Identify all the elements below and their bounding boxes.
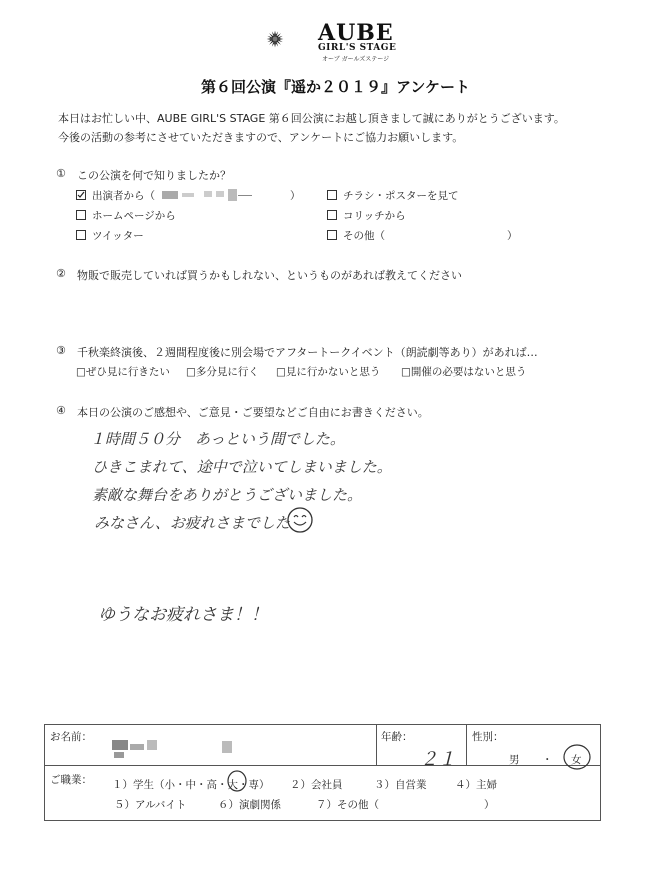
age-label: 年齢： <box>381 731 413 743</box>
q1-option-performer-label: 出演者から（ <box>92 190 155 202</box>
sun-logo-icon <box>266 14 318 64</box>
page-title: 第６回公演『遥か２０１９』アンケート <box>200 78 471 96</box>
job-label: ご職業： <box>50 774 92 786</box>
q2-text: 物販で販売していれば買うかもしれない、というものがあれば教えてください <box>77 269 462 282</box>
redacted-name <box>222 741 232 753</box>
q1-option-performer[interactable] <box>76 188 155 203</box>
q1-option-performer-close: ） <box>290 190 301 202</box>
job-student-university: 大 <box>227 779 238 791</box>
gender-separator: ・ <box>542 754 553 766</box>
logo-kana: オーブ ガールズステージ <box>322 56 390 63</box>
q1-option-other[interactable] <box>327 228 385 243</box>
checkbox-icon[interactable] <box>327 210 337 220</box>
handwriting-line-4: みなさん、お疲れさまでした <box>94 514 290 532</box>
redacted-name <box>216 191 224 197</box>
q1-option-other-close: ） <box>507 230 518 242</box>
redacted-name <box>147 740 157 750</box>
intro-line-2: 今後の活動の参考にさせていただきますので、アンケートにご協力お願いします。 <box>58 131 464 144</box>
checkbox-icon[interactable] <box>327 230 337 240</box>
q4-text: 本日の公演のご感想や、ご意見・ご要望などご自由にお書きください。 <box>77 406 429 419</box>
checked-box-icon[interactable] <box>76 190 86 200</box>
q1-option-homepage-label: ホームページから <box>92 210 176 222</box>
redacted-name <box>162 191 178 199</box>
q1-option-flyer-label: チラシ・ポスターを見て <box>343 190 459 202</box>
q2-number: ② <box>56 267 66 280</box>
checkbox-icon[interactable] <box>76 210 86 220</box>
redacted-name <box>112 740 128 750</box>
gender-female-selected: 女 <box>571 754 582 766</box>
q1-option-homepage[interactable] <box>76 208 176 223</box>
job-office-worker: ２）会社員 <box>290 779 343 791</box>
q1-option-corich[interactable] <box>327 208 406 223</box>
logo-name: AUBE <box>318 20 394 46</box>
job-homemaker: ４）主婦 <box>455 779 497 791</box>
table-divider <box>466 724 467 766</box>
gender-label: 性別： <box>472 731 504 743</box>
job-theater: ６）演劇関係 <box>218 799 281 811</box>
handwriting-line-5: ゆうなお疲れさま！！ <box>98 605 268 625</box>
table-divider <box>376 724 377 766</box>
redacted-name <box>228 189 237 201</box>
handwriting-line-1: １時間５０分 あっという間でした。 <box>90 430 345 448</box>
q3-option-not-going[interactable]: □見に行かないと思う <box>276 366 381 378</box>
q3-option-definitely[interactable]: □ぜひ見に行きたい <box>76 366 170 378</box>
redacted-name <box>182 193 194 197</box>
checkbox-icon[interactable] <box>327 190 337 200</box>
handwriting-line-2: ひきこまれて、途中で泣いてしまいました。 <box>92 458 392 476</box>
q1-number: ① <box>56 167 66 180</box>
q1-option-twitter[interactable] <box>76 228 144 243</box>
gender-male: 男 <box>509 754 520 766</box>
redacted-line <box>238 195 252 196</box>
q1-option-twitter-label: ツイッター <box>92 230 144 242</box>
handwriting-line-3: 素敵な舞台をありがとうございました。 <box>92 486 363 504</box>
redacted-name <box>114 752 124 758</box>
selection-circle-icon <box>561 742 593 772</box>
q3-number: ③ <box>56 344 66 357</box>
selection-circle-icon <box>226 768 248 792</box>
q3-option-not-needed[interactable]: □開催の必要はないと思う <box>401 366 527 378</box>
job-other-close: ） <box>484 799 495 811</box>
q3-text: 千秋楽終演後、２週間程度後に別会場でアフタートークイベント（朗読劇等あり）があれば… <box>77 346 538 359</box>
smiley-face-icon <box>286 506 314 534</box>
q1-option-corich-label: コリッチから <box>343 210 406 222</box>
job-student-prefix: １）学生（小・中・高・ <box>112 779 228 791</box>
age-value: ２１ <box>420 749 456 770</box>
redacted-name <box>130 744 144 750</box>
q1-option-other-label: その他（ <box>343 230 385 242</box>
job-other: ７）その他（ <box>316 799 379 811</box>
redacted-name <box>204 191 212 197</box>
q1-text: この公演を何で知りましたか？ <box>77 169 231 182</box>
q4-number: ④ <box>56 404 66 417</box>
job-self-employed: ３）自営業 <box>374 779 427 791</box>
job-part-time: ５）アルバイト <box>114 799 187 811</box>
checkbox-icon[interactable] <box>76 230 86 240</box>
q3-option-probably[interactable]: □多分見に行く <box>186 366 259 378</box>
job-student-suffix: ・専） <box>238 779 270 791</box>
name-label: お名前： <box>50 731 92 743</box>
q1-option-flyer[interactable] <box>327 188 459 203</box>
intro-line-1: 本日はお忙しい中、AUBE GIRL'S STAGE 第６回公演にお越し頂きまして誠にありがとうございます。 <box>58 112 565 125</box>
logo-subtitle: GIRL'S STAGE <box>318 43 397 53</box>
